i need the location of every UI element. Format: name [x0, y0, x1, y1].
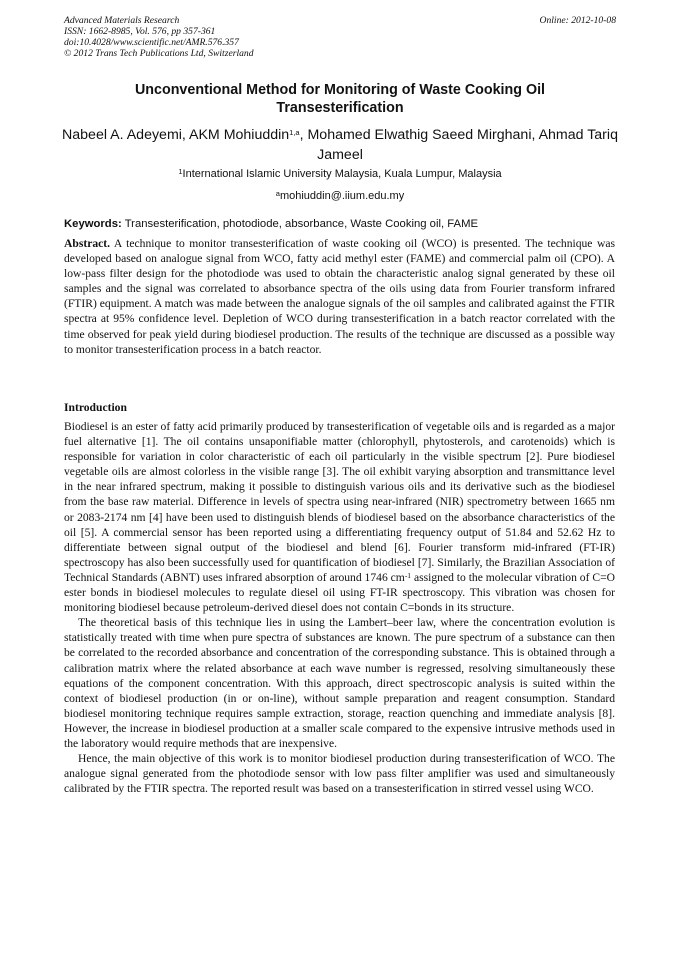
journal-doi: doi:10.4028/www.scientific.net/AMR.576.357: [64, 37, 239, 48]
keywords-text: Transesterification, photodiode, absorbance, Waste Cooking oil, FAME: [121, 218, 479, 230]
author-names-1: Nabeel A. Adeyemi, AKM Mohiuddin: [62, 127, 290, 143]
journal-header: [64, 15, 616, 59]
affiliation-text: International Islamic University Malaysia, Kuala Lumpur, Malaysia: [182, 168, 502, 180]
author-names-2: , Mohamed Elwathig Saeed Mirghani, Ahmad Tariq Jameel: [299, 127, 618, 163]
keywords-label: Keywords:: [64, 218, 122, 230]
author-email: [60, 189, 620, 203]
intro-paragraph-3: Hence, the main objective of this work is to monitor biodiesel production during transesterification of WCO. The analogue signal generated from the photodiode sensor with low pass filter amplifier was used and simultaneously calibrated by the FTIR spectra. The reported result was based on a transesterification in stirred vessel using WCO.: [64, 752, 615, 796]
email-text: mohiuddin@.iium.edu.my: [279, 190, 405, 202]
journal-copyright: © 2012 Trans Tech Publications Ltd, Switzerland: [64, 48, 254, 59]
journal-issn: ISSN: 1662-8985, Vol. 576, pp 357-361: [64, 26, 216, 37]
email-mark: a: [275, 189, 280, 198]
affiliation-mark: 1: [178, 167, 183, 176]
journal-name: Advanced Materials Research: [64, 15, 180, 26]
affiliation: [60, 167, 620, 181]
wavenumber-exponent: -1: [404, 570, 412, 580]
intro-paragraph-2: The theoretical basis of this technique lies in using the Lambert–beer law, where the concentration evolution is statistically treated with time when pure spectra of substances are known. The pure spectrum of a substance can then be correlated to the recorded absorbance and concentration of the corresponding substance. This is obtained through a calibration matrix where the related absorbance at each wave number is regressed, resolving simultaneously these equations of the component concentration. With this approach, direct spectroscopic analysis is suited within the context of biodiesel production (in or on-line), without sample preparation and reagent consumption. Standard biodiesel monitoring technique requires sample extraction, storage, reaction quenching and immediate analysis [8]. However, the increase in biodiesel production at a smaller scale compared to the expensive intrusive methods used in the laboratory would require methods that are inexpensive.: [64, 616, 615, 750]
intro-p1-part-b: assigned to the molecular vibration of C=O ester bonds in biodiesel molecules to regulate diesel oil using FT-IR spectroscopy. This vibration was chosen for monitoring biodiesel because petroleum-derived diesel does not contain C=bonds in its structure.: [64, 570, 615, 615]
author-affiliation-mark: 1,a: [289, 128, 300, 137]
online-date: Online: 2012-10-08: [539, 15, 616, 26]
paper-title: Unconventional Method for Monitoring of Waste Cooking Oil Transesterification: [134, 82, 546, 116]
introduction-body: [64, 419, 615, 796]
section-heading-introduction: Introduction: [64, 401, 127, 414]
keywords: [64, 217, 616, 231]
abstract-text: A technique to monitor transesterification of waste cooking oil (WCO) is presented. The technique was developed based on analogue signal from WCO, fatty acid methyl ester (FAME) and commercial palm oil (CPO). A low-pass filter design for the photodiode was used to obtain the characteristic analog signal generated by these oil samples and the signal was correlated to absorbance spectra of the oils using data from Fourier transform infrared (FTIR) equipment. A match was made between the analogue signals of the oil samples and calibrated against the FTIR spectra at 95% confidence level. Depletion of WCO during transesterification in a batch reactor correlated with the time observed for peak yield during biodiesel production. The results of the technique are discussed as a possible way to monitor transesterification process in a batch reactor.: [64, 237, 615, 356]
abstract-label: Abstract.: [64, 237, 111, 250]
abstract: [64, 236, 615, 357]
intro-p1-part-a: Biodiesel is an ester of fatty acid primarily produced by transesterification of vegetable oils and is regarded as a major fuel alternative [1]. The oil contains unsaponifiable matter (chlorophyll, phytosterols, and carotenoids) which is responsible for variation in color characteristic of each oil particularly in the visible spectrum [2]. Pure biodiesel vegetable oils are almost colorless in the visible range [3]. The oil exhibit varying absorption and transmittance level in the near infrared spectrum, making it possible to distinguish various oils and its derivative such as the biodiesel from the base raw material. Difference in levels of spectra using near-infrared (NIR) spectrometry between 1665 nm or 2083-2174 nm [4] have been used to distinguish blends of biodiesel based on the absorbance characteristics of the oil [5]. A commercial sensor has been reported using a differentiating frequency output of 51.84 and 52.62 Hz to differentiate between signal output of the biodiesel and blend [6]. Fourier transform mid-infrared (FT-IR) spectroscopy has also been successfully used for quantification of biodiesel [7]. Similarly, the Brazilian Association of Technical Standards (ABNT) uses infrared absorption of around 1746 cm: [64, 420, 615, 584]
author-list: [60, 125, 620, 165]
intro-paragraph-1: [64, 419, 615, 615]
